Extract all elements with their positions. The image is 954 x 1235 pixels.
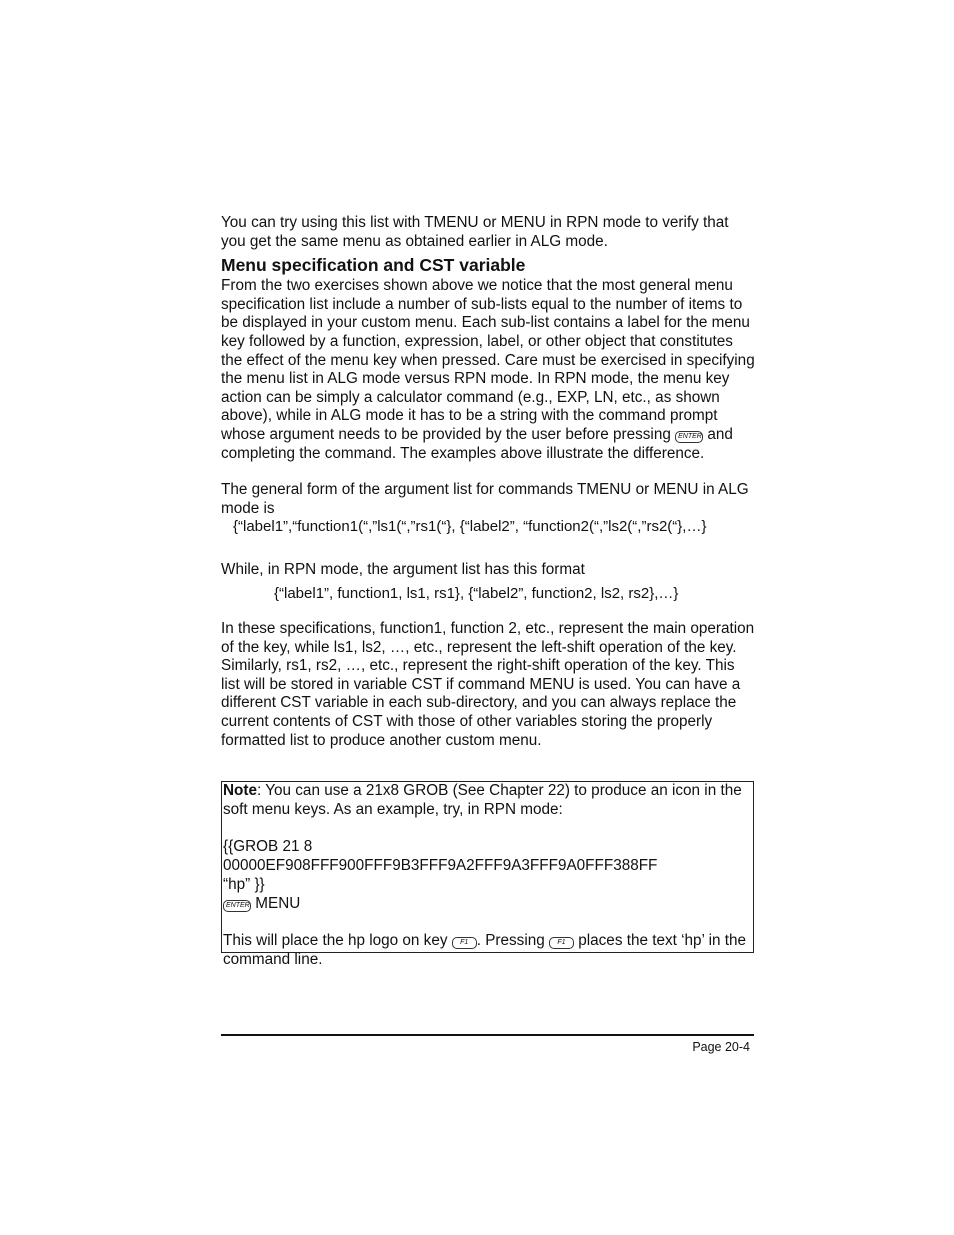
para1-text-end: and completing the command. The examples above illustrate the difference. bbox=[221, 425, 733, 462]
paragraph-specifications: In these specifications, function1, function 2, etc., represent the main operation of the key, while ls1, ls2, …, etc., represent the left-shift operation of the key. Similarly, rs1, rs2, …, etc., represent the right-shift operation of the key. This list will be stored in variable CST if command MENU is used. You can have a different CST variable in each sub-directory, and you can always replace the current contents of CST with those of other variables storing the properly formatted list to produce another custom menu. bbox=[221, 620, 755, 749]
note-final-text-3: places the text ‘hp’ in the command line. bbox=[223, 932, 747, 969]
note-final-text-1: This will place the hp logo on key bbox=[223, 932, 448, 950]
enter-key-icon: ENTER bbox=[223, 900, 251, 912]
page-number: Page 20-4 bbox=[692, 1040, 750, 1054]
f1-key-icon: F1 bbox=[549, 937, 574, 949]
section-heading: Menu specification and CST variable bbox=[221, 255, 526, 276]
para1-text: From the two exercises shown above we notice that the most general menu specification list include a number of sub-lists equal to the number of items to be displayed in your custom menu. Each sub-list contains a label for the menu key followed by a function, expression, label, or other object that constitutes the effect of the menu key when pressed. Care must be exercised in specifying the menu list in ALG mode versus RPN mode. In RPN mode, the menu key action can be simply a calculator command (e.g., EXP, LN, etc., as shown above), while in ALG mode it has to be a string with the command prompt whose argument needs to be provided by the user before pressing bbox=[221, 277, 755, 443]
page-content bbox=[221, 214, 756, 750]
enter-key-icon: ENTER bbox=[675, 431, 703, 443]
alg-argument-list: {“label1”,“function1(“,”ls1(“,”rs1(“}, {“label2”, “function2(“,”ls2(“,”rs2(“},…} bbox=[233, 518, 707, 536]
note-final-text-2: . Pressing bbox=[476, 932, 545, 950]
intro-paragraph: You can try using this list with TMENU or MENU in RPN mode to verify that you get the same menu as obtained earlier in ALG mode. bbox=[221, 214, 729, 250]
note-text: : You can use a 21x8 GROB (See Chapter 22) to produce an icon in the soft menu keys. As an example, try, in RPN mode: bbox=[223, 782, 742, 818]
note-code-line-2: “hp” }} bbox=[223, 875, 265, 893]
paragraph-menu-spec bbox=[221, 277, 756, 463]
paragraph-general-form: The general form of the argument list for commands TMENU or MENU in ALG mode is bbox=[221, 481, 749, 517]
rpn-argument-list: {“label1”, function1, ls1, rs1}, {“label2”, function2, ls2, rs2},…} bbox=[274, 584, 679, 602]
note-menu-word: MENU bbox=[255, 894, 301, 912]
paragraph-rpn-format: While, in RPN mode, the argument list has this format bbox=[221, 560, 585, 578]
note-menu-line bbox=[223, 895, 747, 914]
note-label: Note bbox=[223, 782, 257, 799]
note-intro bbox=[223, 782, 747, 820]
note-final bbox=[223, 932, 747, 970]
footer-rule bbox=[221, 1034, 754, 1036]
note-code-line-1: {{GROB 21 8 00000EF908FFF900FFF9B3FFF9A2FFF9A3FFF9A0FFF388FF bbox=[223, 838, 658, 875]
f1-key-icon: F1 bbox=[452, 937, 477, 949]
note-box bbox=[221, 781, 754, 969]
